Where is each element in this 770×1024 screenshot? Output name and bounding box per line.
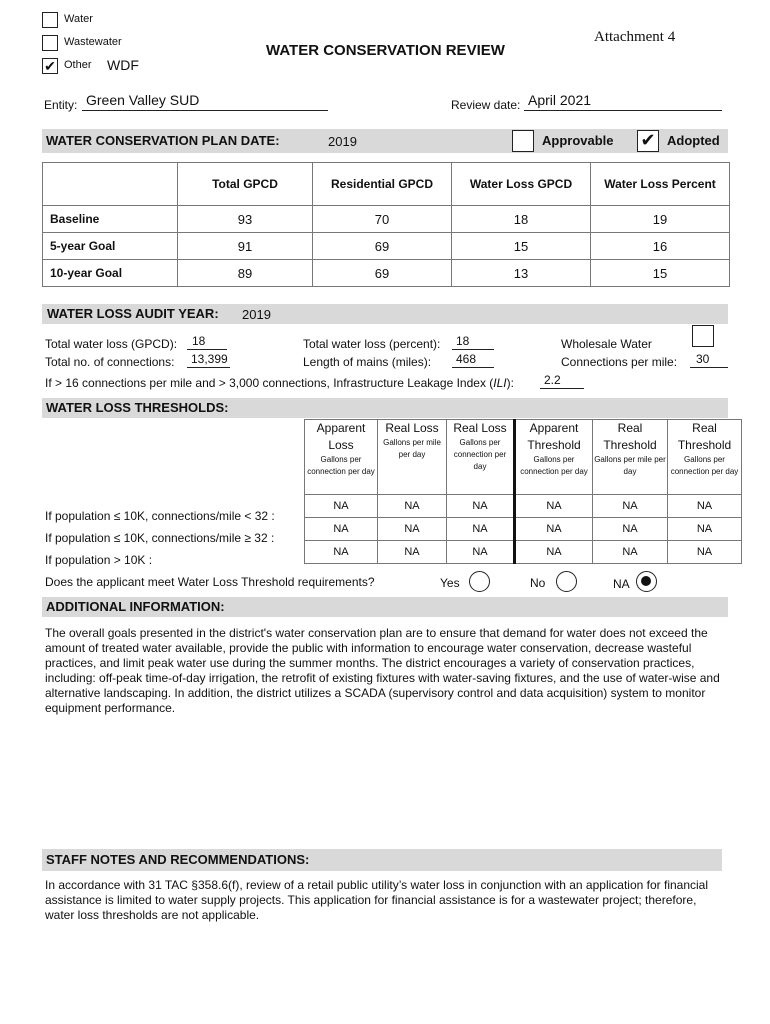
- gpcd-header-total: Total GPCD: [178, 163, 313, 206]
- table-cell: 70: [313, 206, 452, 233]
- table-cell: NA: [305, 518, 378, 541]
- table-cell: NA: [668, 495, 742, 518]
- conn-per-mile-label: Connections per mile:: [561, 355, 678, 369]
- table-cell: NA: [515, 518, 593, 541]
- col-title: Real Threshold: [603, 421, 657, 452]
- table-row: [43, 206, 730, 233]
- table-cell: 13: [452, 260, 591, 287]
- threshold-row-label: If population ≤ 10K, connections/mile < 32 :: [45, 509, 275, 523]
- entity-underline: [82, 110, 328, 111]
- conn-per-mile-value[interactable]: 30: [696, 352, 710, 366]
- table-cell: NA: [447, 541, 515, 564]
- review-date-underline: [524, 110, 722, 111]
- staff-notes-label: STAFF NOTES AND RECOMMENDATIONS:: [46, 852, 310, 867]
- staff-notes-text: In accordance with 31 TAC §358.6(f), review of a retail public utility’s water loss in conjunction with an application for financial assistance is limited to water supply projects. This application for financial assistance is for a wastewater project; therefore, water loss thresholds are not applicable.: [45, 878, 709, 922]
- row-label: Baseline: [43, 206, 178, 233]
- total-loss-gpcd-label: Total water loss (GPCD):: [45, 337, 178, 351]
- col-title: Real Loss: [453, 421, 507, 435]
- additional-label: ADDITIONAL INFORMATION:: [46, 599, 225, 614]
- table-cell: NA: [305, 541, 378, 564]
- ili-underline: [540, 388, 584, 389]
- row-label: 10-year Goal: [43, 260, 178, 287]
- total-loss-gpcd-underline: [187, 349, 227, 350]
- gpcd-table: [42, 162, 730, 287]
- additional-text: The overall goals presented in the district's water conservation plan are to ensure that demand for water does not exceed the amount of treated water available, provide the public with information to encourage water conservation, decrease wasteful practices, and limit peak water use during the summer months. The district encourages a variety of conservation practices, including: off-peak time-of-day irrigation, the retrofit of existing fixtures with water-saving fixtures, and the use of water-wise and alternative landscaping. In addition, the district utilizes a SCADA (supervisory control and data acquisition) system to monitor equipment performance.: [45, 626, 720, 715]
- table-cell: NA: [593, 541, 668, 564]
- wastewater-checkbox[interactable]: [42, 35, 58, 51]
- col-title: Real Threshold: [677, 421, 732, 452]
- total-loss-pct-label: Total water loss (percent):: [303, 337, 441, 351]
- wholesale-checkbox[interactable]: [692, 325, 714, 347]
- threshold-row-label: If population ≤ 10K, connections/mile ≥ 32 :: [45, 531, 275, 545]
- conn-per-mile-underline: [690, 367, 728, 368]
- col-sub: Gallons per mile per day: [383, 438, 441, 459]
- table-cell: NA: [378, 541, 447, 564]
- gpcd-header-residential: Residential GPCD: [313, 163, 452, 206]
- review-date-value[interactable]: April 2021: [528, 92, 592, 108]
- answer-na-label: NA: [613, 577, 630, 591]
- plan-date-value: 2019: [328, 134, 357, 149]
- thresholds-label: WATER LOSS THRESHOLDS:: [46, 400, 229, 415]
- additional-bar: [42, 597, 728, 617]
- table-cell: 18: [452, 206, 591, 233]
- gpcd-header-water-loss-percent: Water Loss Percent: [591, 163, 730, 206]
- table-row: [305, 518, 742, 541]
- table-cell: NA: [378, 518, 447, 541]
- audit-year-value: 2019: [242, 307, 271, 322]
- table-cell: 19: [591, 206, 730, 233]
- col-sub: Gallons per connection per day: [307, 455, 375, 476]
- staff-notes-bar: [42, 849, 722, 871]
- table-cell: 69: [313, 260, 452, 287]
- ili-value[interactable]: 2.2: [544, 373, 561, 387]
- entity-value[interactable]: Green Valley SUD: [86, 92, 200, 108]
- review-date-label: Review date:: [451, 98, 521, 112]
- page-title: WATER CONSERVATION REVIEW: [266, 42, 505, 59]
- connections-value[interactable]: 13,399: [191, 352, 228, 366]
- col-apparent-threshold: [515, 420, 593, 495]
- answer-no-radio[interactable]: [556, 571, 577, 592]
- entity-label: Entity:: [44, 98, 78, 112]
- table-cell: 16: [591, 233, 730, 260]
- gpcd-header-water-loss: Water Loss GPCD: [452, 163, 591, 206]
- table-row: [43, 233, 730, 260]
- col-title: Apparent Threshold: [527, 421, 581, 452]
- col-sub: Gallons per mile per day: [594, 455, 666, 476]
- answer-yes-label: Yes: [440, 576, 460, 590]
- audit-year-label: WATER LOSS AUDIT YEAR:: [47, 306, 219, 321]
- col-real-threshold-mile: [593, 420, 668, 495]
- table-row: [43, 260, 730, 287]
- table-cell: 69: [313, 233, 452, 260]
- threshold-question: Does the applicant meet Water Loss Threshold requirements?: [45, 575, 375, 589]
- table-cell: NA: [305, 495, 378, 518]
- adopted-checkbox[interactable]: ✔: [637, 130, 659, 152]
- mains-underline: [452, 367, 494, 368]
- col-title: Real Loss: [385, 421, 439, 435]
- table-cell: NA: [515, 541, 593, 564]
- total-loss-pct-underline: [452, 349, 494, 350]
- answer-yes-radio[interactable]: [469, 571, 490, 592]
- col-real-threshold-connection: [668, 420, 742, 495]
- col-real-loss-connection: [447, 420, 515, 495]
- col-apparent-loss: [305, 420, 378, 495]
- table-cell: 89: [178, 260, 313, 287]
- col-title: Apparent Loss: [316, 421, 366, 452]
- col-sub: Gallons per connection per day: [670, 455, 739, 476]
- table-cell: NA: [593, 495, 668, 518]
- thresholds-table: [304, 419, 742, 564]
- ili-label-text: If > 16 connections per mile and > 3,000 connections, Infrastructure Leakage Index (: [45, 376, 494, 390]
- table-cell: NA: [378, 495, 447, 518]
- table-row: [305, 495, 742, 518]
- connections-underline: [187, 367, 230, 368]
- mains-value[interactable]: 468: [456, 352, 477, 366]
- attachment-label: Attachment 4: [594, 29, 676, 45]
- approvable-checkbox[interactable]: [512, 130, 534, 152]
- table-cell: NA: [668, 518, 742, 541]
- table-cell: 93: [178, 206, 313, 233]
- ili-label-end: ):: [506, 376, 514, 390]
- gpcd-header-blank: [43, 163, 178, 206]
- other-value: WDF: [107, 57, 139, 73]
- ili-label: [45, 376, 514, 390]
- table-cell: NA: [447, 495, 515, 518]
- answer-na-radio[interactable]: [636, 571, 657, 592]
- plan-date-label: WATER CONSERVATION PLAN DATE:: [46, 133, 280, 148]
- table-row: [305, 541, 742, 564]
- total-loss-gpcd-value[interactable]: 18: [192, 334, 206, 348]
- threshold-row-label: If population > 10K :: [45, 553, 153, 567]
- mains-label: Length of mains (miles):: [303, 355, 432, 369]
- table-cell: NA: [593, 518, 668, 541]
- answer-no-label: No: [530, 576, 546, 590]
- other-label: Other: [64, 59, 92, 71]
- water-label: Water: [64, 13, 93, 25]
- col-sub: Gallons per connection per day: [520, 455, 588, 476]
- table-cell: 15: [591, 260, 730, 287]
- table-cell: NA: [447, 518, 515, 541]
- table-cell: 15: [452, 233, 591, 260]
- other-checkbox[interactable]: ✔: [42, 58, 58, 74]
- radio-selected-dot: [641, 576, 651, 586]
- col-sub: Gallons per connection per day: [453, 438, 507, 471]
- connections-label: Total no. of connections:: [45, 355, 175, 369]
- table-cell: 91: [178, 233, 313, 260]
- total-loss-pct-value[interactable]: 18: [456, 334, 470, 348]
- plan-date-bar: [42, 129, 728, 153]
- audit-year-bar: [42, 304, 728, 324]
- col-real-loss-mile: [378, 420, 447, 495]
- thresholds-bar: [42, 398, 728, 418]
- water-checkbox[interactable]: [42, 12, 58, 28]
- table-cell: NA: [668, 541, 742, 564]
- adopted-label: Adopted: [667, 133, 720, 148]
- wastewater-label: Wastewater: [64, 36, 122, 48]
- approvable-label: Approvable: [542, 133, 614, 148]
- table-cell: NA: [515, 495, 593, 518]
- ili-abbr: ILI: [493, 376, 507, 390]
- row-label: 5-year Goal: [43, 233, 178, 260]
- wholesale-label: Wholesale Water: [561, 337, 652, 351]
